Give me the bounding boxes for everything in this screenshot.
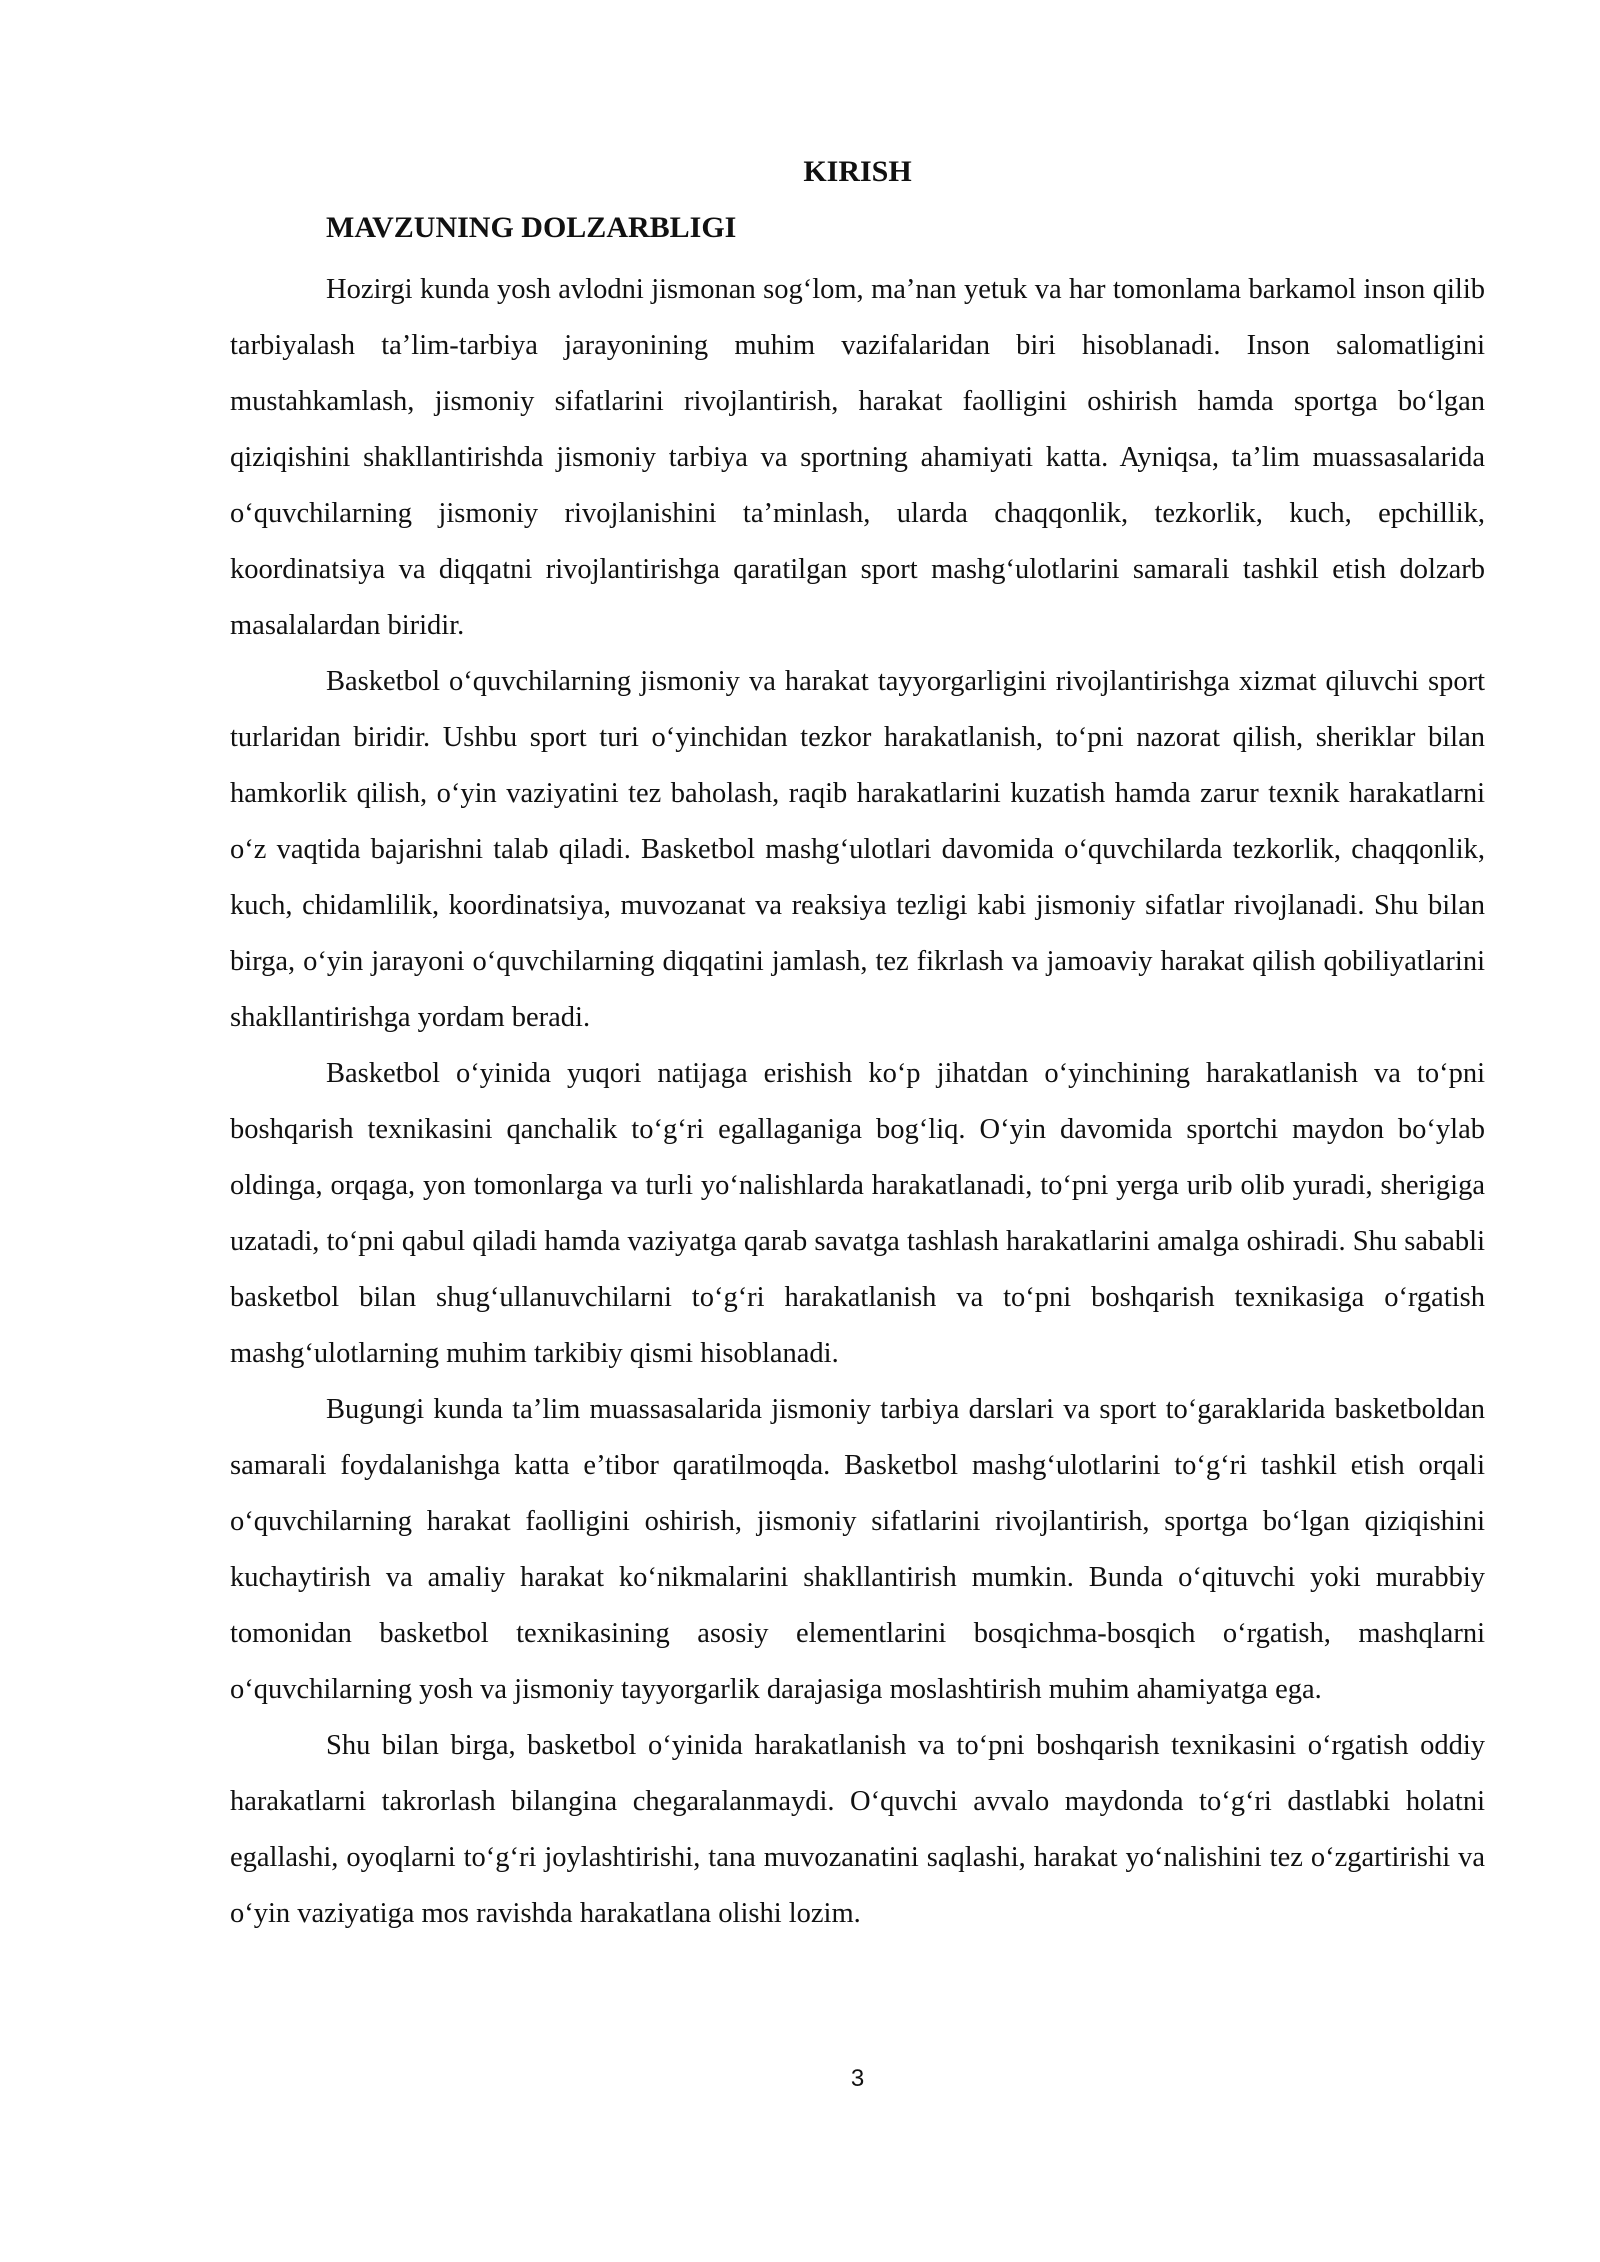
- chapter-title: KIRISH: [803, 155, 912, 188]
- paragraph: Shu bilan birga, basketbol o‘yinida harakatlanish va to‘pni boshqarish texnikasini o‘rgatish oddiy harakatlarni takrorlash bilangina chegaralanmaydi. O‘quvchi avvalo maydonda to‘g‘ri dastlabki holatni egallashi, oyoqlarni to‘g‘ri joylashtirishi, tana muvozanatini saqlashi, harakat yo‘nalishini tez o‘zgartirishi va o‘yin vaziyatiga mos ravishda harakatlana olishi lozim.: [230, 1730, 1485, 1929]
- section-title: MAVZUNING DOLZARBLIGI: [326, 211, 737, 244]
- body-text: [230, 262, 1485, 1942]
- document-page: [230, 0, 1485, 2262]
- paragraph: Basketbol o‘quvchilarning jismoniy va harakat tayyorgarligini rivojlantirishga xizmat qiluvchi sport turlaridan biridir. Ushbu sport turi o‘yinchidan tezkor harakatlanish, to‘pni nazorat qilish, sheriklar bilan hamkorlik qilish, o‘yin vaziyatini tez baholash, raqib harakatlarini kuzatish hamda zarur texnik harakatlarni o‘z vaqtida bajarishni talab qiladi. Basketbol mashg‘ulotlari davomida o‘quvchilarda tezkorlik, chaqqonlik, kuch, chidamlilik, koordinatsiya, muvozanat va reaksiya tezligi kabi jismoniy sifatlar rivojlanadi. Shu bilan birga, o‘yin jarayoni o‘quvchilarning diqqatini jamlash, tez fikrlash va jamoaviy harakat qilish qobiliyatlarini shakllantirishga yordam beradi.: [230, 666, 1485, 1033]
- paragraph: Basketbol o‘yinida yuqori natijaga erishish ko‘p jihatdan o‘yinchining harakatlanish va to‘pni boshqarish texnikasini qanchalik to‘g‘ri egallaganiga bog‘liq. O‘yin davomida sportchi maydon bo‘ylab oldinga, orqaga, yon tomonlarga va turli yo‘nalishlarda harakatlanadi, to‘pni yerga urib olib yuradi, sherigiga uzatadi, to‘pni qabul qiladi hamda vaziyatga qarab savatga tashlash harakatlarini amalga oshiradi. Shu sababli basketbol bilan shug‘ullanuvchilarni to‘g‘ri harakatlanish va to‘pni boshqarish texnikasiga o‘rgatish mashg‘ulotlarning muhim tarkibiy qismi hisoblanadi.: [230, 1058, 1485, 1369]
- page-number: 3: [850, 2065, 865, 2092]
- paragraph: Bugungi kunda ta’lim muassasalarida jismoniy tarbiya darslari va sport to‘garaklarida basketboldan samarali foydalanishga katta e’tibor qaratilmoqda. Basketbol mashg‘ulotlarini to‘g‘ri tashkil etish orqali o‘quvchilarning harakat faolligini oshirish, jismoniy sifatlarini rivojlantirish, sportga bo‘lgan qiziqishini kuchaytirish va amaliy harakat ko‘nikmalarini shakllantirish mumkin. Bunda o‘qituvchi yoki murabbiy tomonidan basketbol texnikasining asosiy elementlarini bosqichma-bosqich o‘rgatish, mashqlarni o‘quvchilarning yosh va jismoniy tayyorgarlik darajasiga moslashtirish muhim ahamiyatga ega.: [230, 1394, 1485, 1705]
- paragraph: Hozirgi kunda yosh avlodni jismonan sog‘lom, ma’nan yetuk va har tomonlama barkamol inson qilib tarbiyalash ta’lim-tarbiya jarayonining muhim vazifalaridan biri hisoblanadi. Inson salomatligini mustahkamlash, jismoniy sifatlarini rivojlantirish, harakat faolligini oshirish hamda sportga bo‘lgan qiziqishini shakllantirishda jismoniy tarbiya va sportning ahamiyati katta. Ayniqsa, ta’lim muassasalarida o‘quvchilarning jismoniy rivojlanishini ta’minlash, ularda chaqqonlik, tezkorlik, kuch, epchillik, koordinatsiya va diqqatni rivojlantirishga qaratilgan sport mashg‘ulotlarini samarali tashkil etish dolzarb masalalardan biridir.: [230, 274, 1485, 641]
